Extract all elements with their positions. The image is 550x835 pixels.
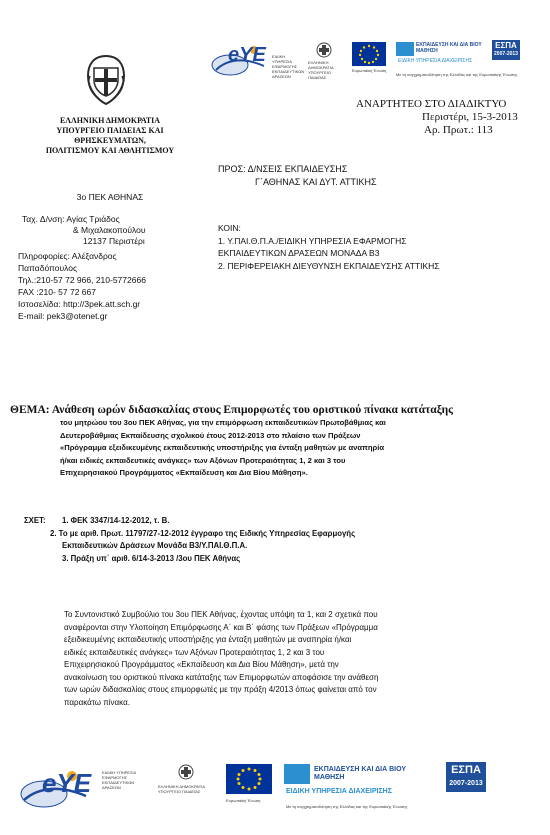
cofund-caption: Με τη συγχρηματοδότηση της Ελλάδας και της Ευρωπαϊκής Ένωσης (396, 72, 518, 77)
subject-title: Ανάθεση ωρών διδασκαλίας στους Επιμορφωτές του οριστικού πίνακα κατάταξης (51, 404, 453, 416)
body-line: ανακοίνωση του οριστικού πίνακα κατάταξης των Επιμορφωτών αποφάσισε την ανάθεση (64, 672, 379, 682)
eye-logo-bottom-text: eYE (42, 768, 92, 798)
posting-notice: ΑΝΑΡΤΗΤΕΟ ΣΤΟ ΔΙΑΔΙΚΤΥΟ (356, 98, 507, 110)
espa-logo-text: ΕΣΠΑ (495, 41, 517, 50)
recipients-cc (218, 222, 538, 272)
espa-bottom-text: ΕΣΠΑ (451, 764, 481, 776)
document-date: Περιστέρι, 15-3-2013 (422, 111, 518, 123)
address-line: Ταχ. Δ/νση: Αγίας Τριάδος (22, 214, 120, 224)
contact-line: FAX :210- 57 72 667 (18, 287, 96, 297)
contact-line: Τηλ.:210-57 72 966, 210-5772666 (18, 275, 146, 285)
eu-caption: Ευρωπαϊκή Ένωση (352, 68, 387, 73)
program-logo-icon (396, 42, 414, 56)
address-line: & Μιχαλακοπούλου (73, 225, 146, 235)
ministry-bottom-caption: ΕΛΛΗΝΙΚΗ ΔΗΜΟΚΡΑΤΙΑ ΥΠΟΥΡΓΕΙΟ ΠΑΙΔΕΙΑΣ (158, 784, 205, 794)
reference-item: Εκπαιδευτικών Δράσεων Μονάδα Β3/Υ.ΠΑΙ.Θ.Π.Α. (62, 541, 248, 550)
body-line: παρακάτω πίνακα. (64, 697, 130, 707)
to-line: Γ΄ΑΘΗΝΑΣ ΚΑΙ ΔΥΤ. ΑΤΤΙΚΗΣ (255, 177, 377, 187)
recipients-to (218, 163, 538, 189)
ministry-line: ΕΛΛΗΝΙΚΗ ΔΗΜΟΚΡΑΤΙΑ (59, 116, 161, 125)
greek-emblem-bottom-icon (178, 764, 194, 780)
office-name: 3ο ΠΕΚ ΑΘΗΝΑΣ (76, 192, 144, 202)
protocol-number: Αρ. Πρωτ.: 113 (424, 124, 493, 136)
contact-block (18, 250, 198, 322)
cofund-bottom-caption: Με τη συγχρηματοδότηση της Ελλάδας και της Ευρωπαϊκής Ένωσης (286, 804, 408, 809)
bottom-logo-strip (18, 760, 538, 820)
espa-logo (492, 40, 520, 60)
body-line: Το Συντονιστικό Συμβούλιο του 3ου ΠΕΚ Αθήνας, έχοντας υπόψη τα 1, και 2 σχετικά που (64, 610, 378, 619)
program-bottom-title: ΕΚΠΑΙΔΕΥΣΗ ΚΑΙ ΔΙΑ ΒΙΟΥ ΜΑΘΗΣΗ (314, 766, 406, 781)
email-link[interactable]: E-mail: pek3@otenet.gr (18, 311, 108, 321)
program-logo-bottom-icon (284, 764, 310, 784)
subject-line: «Πρόγραμμα εξειδικευμένης εκπαιδευτικής υποστήριξης για ένταξη μαθητών με αναπηρία (60, 443, 384, 452)
body-line: των ωρών διδασκαλίας στους επιμορφωτές με την πράξη 4/2013 όπως φαίνεται από τον (64, 685, 377, 694)
subject-heading (10, 403, 540, 417)
body-line: ειδικές εκπαιδευτικές ανάγκες» των Αξόνων Προτεραιότητας 1, 2 και 3 του (64, 647, 325, 657)
reference-item: 2. Το με αριθ. Πρωτ. 11797/27-12-2012 έγγραφο της Ειδικής Υπηρεσίας Εφαρμογής (50, 528, 356, 538)
eye-logo-caption: ΕΙΔΙΚΗ ΥΠΗΡΕΣΙΑ ΕΦΑΡΜΟΓΗΣ ΕΚΠΑΙΔΕΥΤΙΚΩΝ ΔΡΑΣΕΩΝ (272, 54, 305, 79)
cc-line: 1. Υ.ΠΑΙ.Θ.Π.Α./ΕΙΔΙΚΗ ΥΠΗΡΕΣΙΑ ΕΦΑΡΜΟΓΗΣ (218, 235, 407, 246)
program-logo-title: ΕΚΠΑΙΔΕΥΣΗ ΚΑΙ ΔΙΑ ΒΙΟΥ ΜΑΘΗΣΗ (416, 42, 482, 54)
eye-logo-bottom-caption: ΕΙΔΙΚΗ ΥΠΗΡΕΣΙΑ ΕΦΑΡΜΟΓΗΣ ΕΚΠΑΙΔΕΥΤΙΚΩΝ ΔΡΑΣΕΩΝ (102, 770, 136, 790)
body-paragraph (64, 609, 540, 709)
ministry-line: ΠΟΛΙΤΙΣΜΟΥ ΚΑΙ ΑΘΛΗΤΙΣΜΟΥ (45, 146, 175, 155)
espa-logo-years: 2007-2013 (494, 51, 518, 57)
references-label: ΣΧΕΤ: (24, 516, 46, 525)
subject-line: του μητρώου του 3ου ΠΕΚ Αθήνας, για την επιμόρφωση εκπαιδευτικών Πρωτοβάθμιας και (60, 418, 386, 427)
posting-block (356, 98, 546, 137)
website-link[interactable]: Ιστοσελίδα: http://3pek.att.sch.gr (18, 299, 141, 309)
espa-bottom-years: 2007-2013 (449, 780, 483, 787)
address-block (22, 214, 192, 247)
eye-logo-text: eYE (228, 44, 266, 66)
cc-line: ΕΚΠΑΙΔΕΥΤΙΚΩΝ ΔΡΑΣΕΩΝ ΜΟΝΑΔΑ Β3 (218, 248, 380, 258)
body-line: αναφέρονται στην Υλοποίηση Επιμόρφωσης Α΄ και Β΄ φάσης των Πράξεων «Πρόγραμμα (64, 622, 378, 632)
reference-item: 1. ΦΕΚ 3347/14-12-2012, τ. Β. (62, 516, 170, 525)
greek-coat-of-arms-icon (84, 54, 128, 106)
contact-line: Παπαδόπουλος (18, 263, 78, 273)
greek-emblem-small-icon (316, 42, 332, 58)
to-line: ΠΡΟΣ: Δ/ΝΣΕΙΣ ΕΚΠΑΙΔΕΥΣΗΣ (218, 164, 348, 174)
reference-item: 3. Πράξη υπ΄ αριθ. 6/14-3-2013 /3ου ΠΕΚ Αθήνας (62, 553, 241, 563)
top-logo-strip (210, 38, 520, 80)
eu-flag-icon (352, 42, 386, 66)
espa-logo-bottom (446, 762, 486, 792)
subject-details (60, 417, 538, 480)
cc-line: 2. ΠΕΡΙΦΕΡΕΙΑΚΗ ΔΙΕΥΘΥΝΣΗ ΕΚΠΑΙΔΕΥΣΗΣ ΑΤΤΙΚΗΣ (218, 260, 440, 271)
contact-line: Πληροφορίες: Αλέξανδρος (18, 251, 117, 261)
cc-label: ΚΟΙΝ: (218, 223, 241, 233)
references-block (24, 515, 540, 565)
ministry-logo-caption: ΕΛΛΗΝΙΚΗ ΔΗΜΟΚΡΑΤΙΑ ΥΠΟΥΡΓΕΙΟ ΠΑΙΔΕΙΑΣ (308, 60, 334, 80)
subject-block (10, 403, 540, 480)
ministry-line: ΥΠΟΥΡΓΕΙΟ ΠΑΙΔΕΙΑΣ ΚΑΙ (56, 126, 164, 135)
subject-label: ΘΕΜΑ: (10, 404, 50, 416)
eu-bottom-caption: Ευρωπαϊκή Ένωση (226, 798, 261, 803)
subject-line: Επιχειρησιακού Προγράμματος «Εκπαίδευση και Δια Βίου Μάθηση». (60, 468, 308, 477)
eu-flag-bottom-icon (226, 764, 272, 794)
body-line: εξειδικευμένης εκπαιδευτικής υποστήριξης για ένταξη μαθητών με αναπηρία ή/και (64, 635, 352, 644)
ministry-line: ΘΡΗΣΚΕΥΜΑΤΩΝ, (74, 136, 146, 145)
body-line: Επιχειρησιακού Προγράμματος «Εκπαίδευση και Δια Βίου Μάθηση», μετά την (64, 660, 339, 669)
program-bottom-sub: ΕΙΔΙΚΗ ΥΠΗΡΕΣΙΑ ΔΙΑΧΕΙΡΙΣΗΣ (286, 788, 392, 795)
subject-line: Δευτεροβάθμιας Εκπαίδευσης σχολικού έτους 2012-2013 στο πλαίσιο των Πράξεων (60, 430, 361, 440)
address-line: 12137 Περιστέρι (83, 236, 145, 246)
subject-line: ή/και ειδικές εκπαιδευτικές ανάγκες» των Αξόνων Προτεραιότητας 1, 2 και 3 του (60, 455, 346, 465)
ministry-block (40, 116, 180, 156)
program-logo-sub: ΕΙΔΙΚΗ ΥΠΗΡΕΣΙΑ ΔΙΑΧΕΙΡΙΣΗΣ (398, 58, 473, 64)
